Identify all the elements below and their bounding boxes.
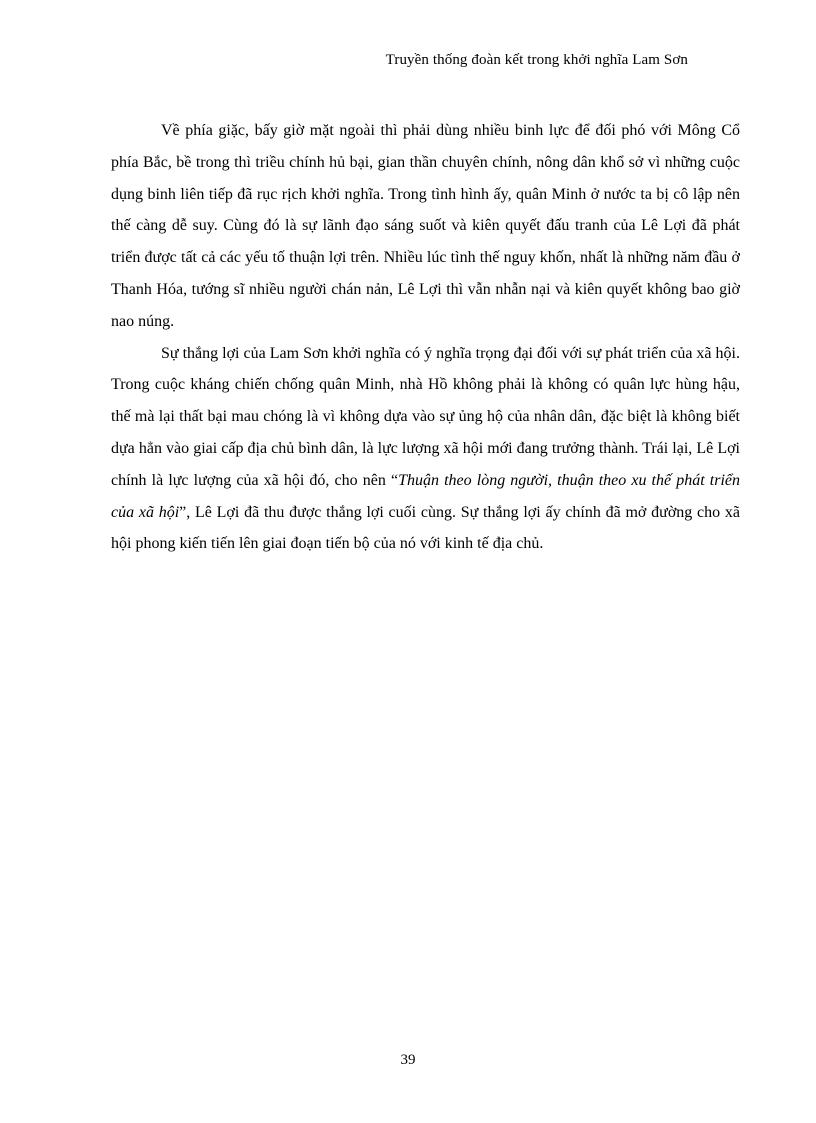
paragraph-2 [111, 338, 740, 561]
paragraph-2-tail: ”, Lê Lợi đã thu được thắng lợi cuối cùng. Sự thắng lợi ấy chính đã mở đường cho xã hội phong kiến tiến lên giai đoạn tiến bộ của nó với kinh tế địa chủ. [111, 503, 740, 553]
page-number: 39 [400, 1052, 416, 1068]
italic-quote: Thuận theo lòng người, thuận theo xu thế phát triển của xã hội [111, 471, 740, 521]
body-text [111, 115, 740, 560]
paragraph-1: Về phía giặc, bấy giờ mặt ngoài thì phải dùng nhiều binh lực để đối phó với Mông Cổ phía Bắc, bề trong thì triều chính hủ bại, gian thần chuyên chính, nông dân khổ sở vì những cuộc dụng binh liên tiếp đã rục rịch khởi nghĩa. Trong tình hình ấy, quân Minh ở nước ta bị cô lập nên thế càng dễ suy. Cùng đó là sự lãnh đạo sáng suốt và kiên quyết đấu tranh của Lê Lợi đã phát triển được tất cả các yếu tố thuận lợi trên. Nhiều lúc tình thế nguy khốn, nhất là những năm đầu ở Thanh Hóa, tướng sĩ nhiều người chán nản, Lê Lợi thì vẫn nhẫn nại và kiên quyết không bao giờ nao núng. [111, 122, 740, 330]
paragraph-2-lead: Sự thắng lợi của Lam Sơn khởi nghĩa có ý nghĩa trọng đại đối với sự phát triển của xã hội. Trong cuộc kháng chiến chống quân Minh, nhà Hồ không phải là không có quân lực hùng hậu, thế mà lại thất bại mau chóng là vì không dựa vào sự ủng hộ của nhân dân, đặc biệt là không biết dựa hẳn vào giai cấp địa chủ bình dân, là lực lượng xã hội mới đang trưởng thành. Trái lại, Lê Lợi chính là lực lượng của xã hội đó, cho nên “ [111, 344, 740, 489]
running-header: Truyền thống đoàn kết trong khởi nghĩa Lam Sơn [385, 52, 688, 68]
header-rule [110, 82, 745, 83]
